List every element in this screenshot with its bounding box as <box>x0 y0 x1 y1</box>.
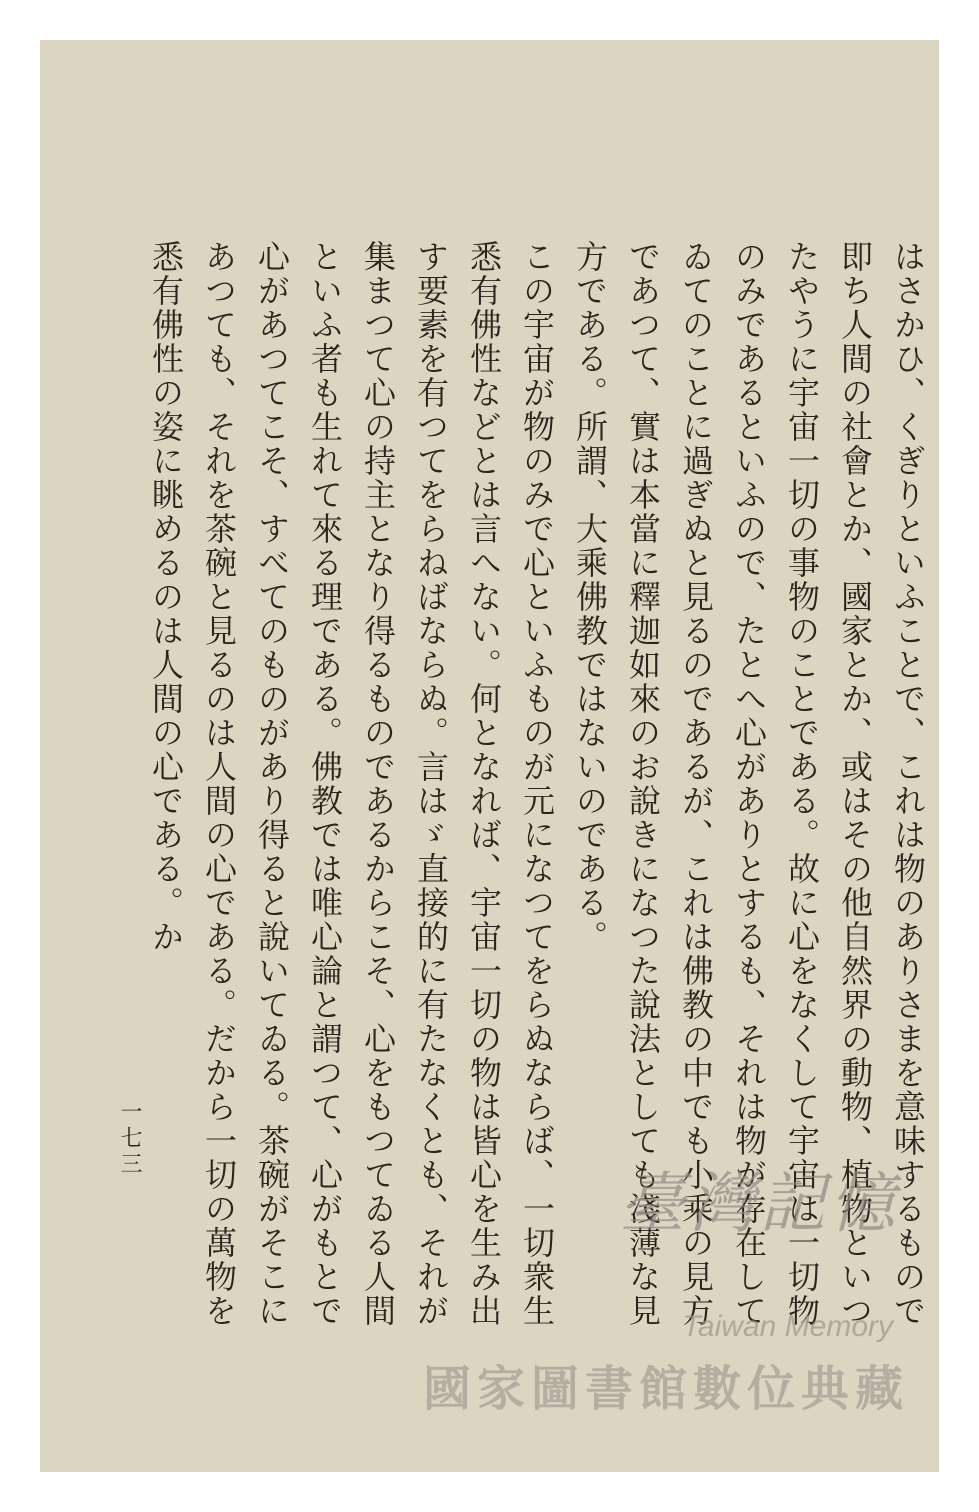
watermark-calligraphy: 臺灣記憶 <box>619 1165 899 1242</box>
watermark-library-name: 國家圖書館數位典藏 <box>422 1363 909 1416</box>
vertical-text-block <box>144 240 934 1340</box>
book-page <box>40 40 939 1472</box>
paragraph-1: はさかひ、くぎりといふことで、これは物のありさまを意味するもので即ち人間の社會とか、國家とか、或はその他自然界の動物、植物といつたやうに宇宙一切の事物のことである。故に心をなくして宇宙は一切物のみであるといふので、たとへ心がありとするも、それは物が存在してゐてのことに過ぎぬと見るのであるが、これは佛教の中でも小乘の見方であつて、實は本當に釋迦如來のお說きになつた說法としても淺薄な見方である。所謂、大乘佛教ではないのである。 <box>571 240 927 1328</box>
watermark-english: Taiwan Memory <box>682 1310 893 1343</box>
page-number: 一七三 <box>117 1100 142 1178</box>
paragraph-2: この宇宙が物のみで心といふものが元になつてをらぬならば、一切衆生悉有佛性などとは言へない。何となれば、宇宙一切の物は皆心を生み出す要素を有つてをらねばならぬ。言はゞ直接的に有たなくとも、それが集まつて心の持主となり得るものであるからこそ、心をもつてゐる人間といふ者も生れて來る理である。佛教では唯心論と謂つて、心がもとで心があつてこそ、すべてのものがあり得ると說いてゐる。茶碗がそこにあつても、それを茶碗と見るのは人間の心である。だから一切の萬物を悉有佛性の姿に眺めるのは人間の心である。か <box>147 240 556 1328</box>
